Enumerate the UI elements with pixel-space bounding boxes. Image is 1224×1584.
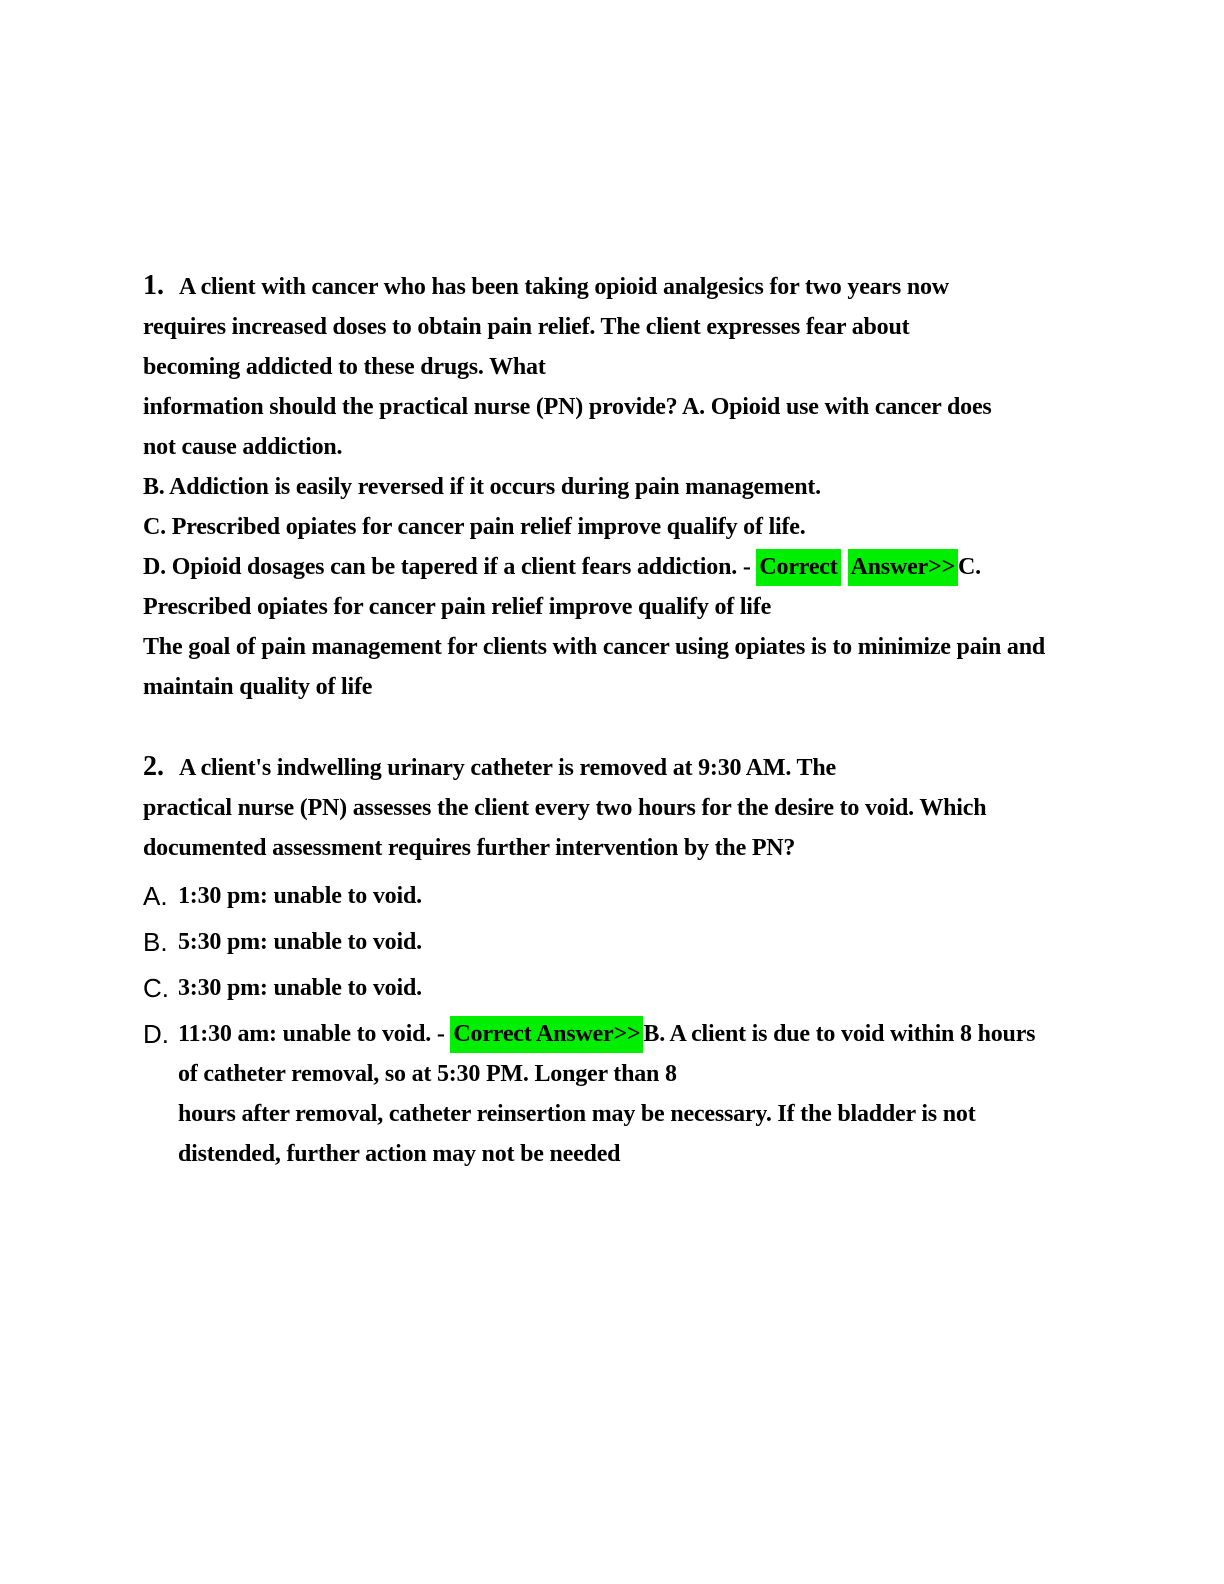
correct-answer-highlight: Answer>> — [848, 549, 958, 586]
question-1-text: A client with cancer who has been taking opioid analgesics for two years now — [179, 274, 949, 300]
question-1-option-c: C. Prescribed opiates for cancer pain relief improve qualify of life. — [143, 514, 806, 540]
correct-answer-highlight: Correct — [756, 549, 840, 586]
question-2-text: A client's indwelling urinary catheter is removed at 9:30 AM. The — [179, 755, 836, 781]
correct-answer-highlight: Correct Answer>> — [450, 1016, 643, 1053]
question-2-option-d-answer-line — [178, 1014, 1143, 1054]
option-d-text: 11:30 am: unable to void. - — [178, 1021, 451, 1047]
question-2-option-c — [143, 968, 1143, 1008]
question-2-number: 2. — [143, 751, 164, 782]
question-2-option-a — [143, 876, 1143, 916]
question-1-text-line: becoming addicted to these drugs. What — [143, 354, 546, 380]
question-1-option-d-answer-line — [143, 547, 1143, 587]
question-2-first-line — [143, 747, 1143, 788]
question-1 — [143, 266, 1143, 707]
question-2-text-line: practical nurse (PN) assesses the client every two hours for the desire to void. Which — [143, 795, 987, 821]
question-2-explanation-line: hours after removal, catheter reinsertion may be necessary. If the bladder is not — [178, 1101, 976, 1127]
question-2-option-b — [143, 922, 1143, 962]
option-b-letter: B. — [143, 927, 168, 957]
option-a-text: 1:30 pm: unable to void. — [178, 883, 422, 909]
question-1-text-line: not cause addiction. — [143, 434, 343, 460]
question-1-option-b: B. Addiction is easily reversed if it occurs during pain management. — [143, 474, 821, 500]
question-2-text-line: documented assessment requires further intervention by the PN? — [143, 835, 796, 861]
question-2-answer-text: B. A client is due to void within 8 hours — [643, 1021, 1036, 1047]
question-1-number: 1. — [143, 270, 164, 301]
option-c-text: 3:30 pm: unable to void. — [178, 975, 422, 1001]
question-1-text-line: requires increased doses to obtain pain relief. The client expresses fear about — [143, 314, 910, 340]
question-1-answer-letter: C. — [957, 554, 981, 580]
question-2-explanation-line: distended, further action may not be needed — [178, 1141, 621, 1167]
question-1-first-line — [143, 266, 1143, 307]
question-1-option-d-text: D. Opioid dosages can be tapered if a client fears addiction. - — [143, 554, 757, 580]
option-d-letter: D. — [143, 1019, 169, 1049]
question-2-explanation-line: of catheter removal, so at 5:30 PM. Longer than 8 — [178, 1061, 677, 1087]
question-2 — [143, 747, 1143, 1174]
option-a-letter: A. — [143, 881, 168, 911]
option-c-letter: C. — [143, 973, 169, 1003]
document-content — [143, 266, 1143, 1174]
question-2-option-d-answer-block — [143, 1014, 1143, 1174]
question-1-explanation-line: maintain quality of life — [143, 674, 373, 700]
question-1-explanation-line: The goal of pain management for clients with cancer using opiates is to minimize pain and — [143, 634, 1046, 660]
question-1-text-line: information should the practical nurse (PN) provide? A. Opioid use with cancer does — [143, 394, 992, 420]
option-b-text: 5:30 pm: unable to void. — [178, 929, 422, 955]
question-1-explanation-line: Prescribed opiates for cancer pain relief improve qualify of life — [143, 594, 772, 620]
